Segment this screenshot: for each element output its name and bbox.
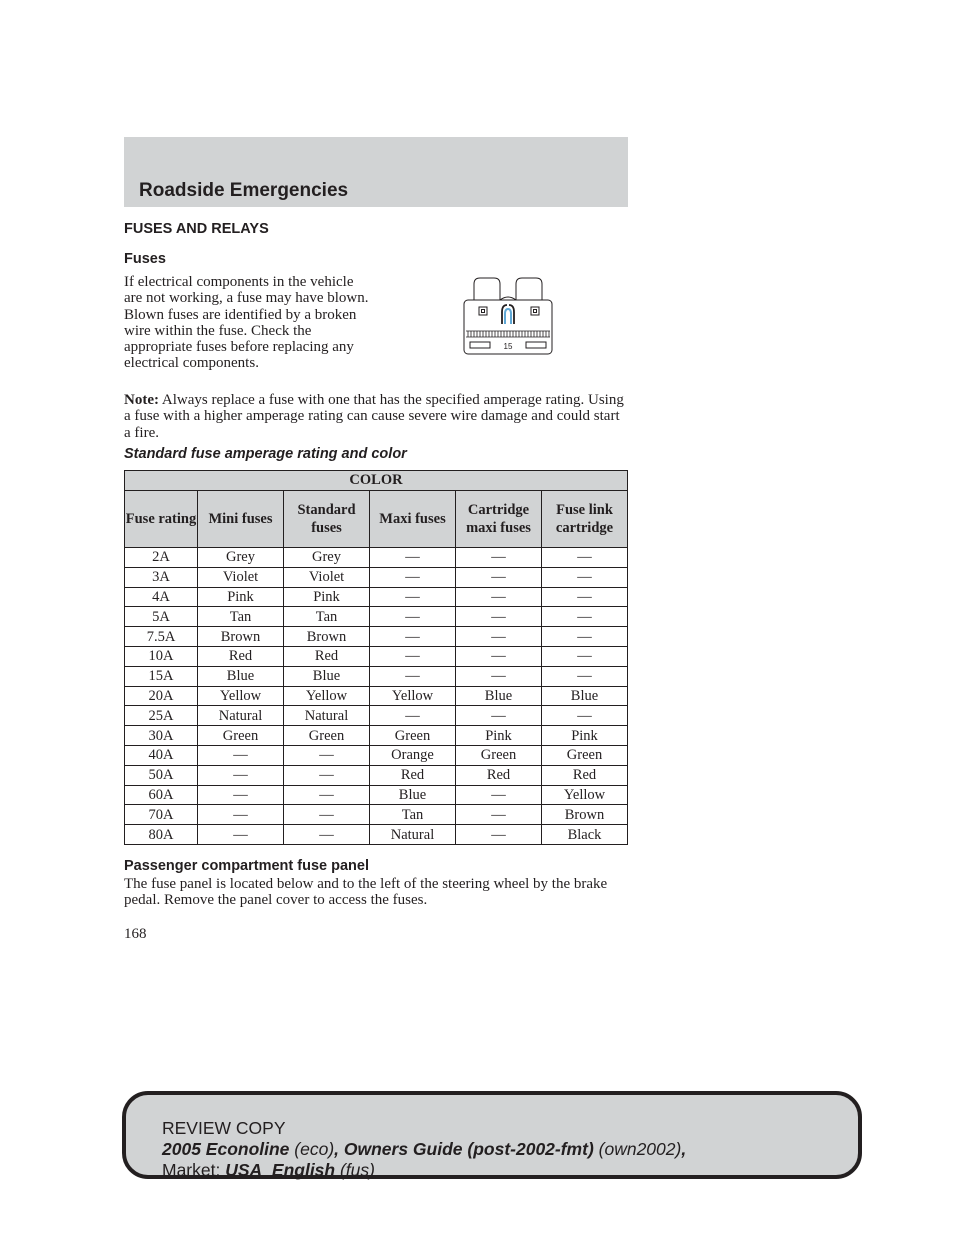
table-cell: — (284, 745, 370, 765)
column-header: Cartridge maxi fuses (456, 491, 542, 548)
fuse-rating-label: 15 (503, 342, 513, 351)
table-cell: — (456, 666, 542, 686)
table-cell: — (370, 607, 456, 627)
market-name: USA_English (225, 1160, 336, 1180)
table-cell: 20A (125, 686, 198, 706)
table-cell: — (284, 825, 370, 845)
market-label: Market: (162, 1160, 226, 1180)
table-cell: 4A (125, 587, 198, 607)
table-cell: Natural (284, 706, 370, 726)
table-row (125, 805, 628, 825)
table-row (125, 548, 628, 568)
table-cell: Tan (198, 607, 284, 627)
table-cell: — (542, 607, 628, 627)
table-row (125, 726, 628, 746)
table-cell: Red (284, 646, 370, 666)
table-cell: Green (542, 745, 628, 765)
table-cell: 50A (125, 765, 198, 785)
fuse-color-table (124, 470, 628, 845)
table-cell: Violet (284, 567, 370, 587)
table-cell: — (198, 765, 284, 785)
table-cell: Brown (542, 805, 628, 825)
table-row (125, 567, 628, 587)
header-band (124, 137, 628, 207)
guide-name: , Owners Guide (post-2002-fmt) (334, 1139, 594, 1159)
column-header: Maxi fuses (370, 491, 456, 548)
table-cell: 40A (125, 745, 198, 765)
table-cell: — (542, 646, 628, 666)
table-cell: 60A (125, 785, 198, 805)
table-cell: Blue (370, 785, 456, 805)
table-cell: Red (198, 646, 284, 666)
table-cell: Orange (370, 745, 456, 765)
table-cell: 5A (125, 607, 198, 627)
review-copy-line: REVIEW COPY (162, 1118, 286, 1138)
separator-comma: , (681, 1139, 687, 1159)
table-cell: — (542, 548, 628, 568)
table-cell: Green (456, 745, 542, 765)
review-copy-box (122, 1091, 862, 1179)
table-cell: Tan (284, 607, 370, 627)
table-cell: Natural (198, 706, 284, 726)
table-cell: Yellow (284, 686, 370, 706)
table-cell: 15A (125, 666, 198, 686)
table-row (125, 686, 628, 706)
table-cell: Grey (198, 548, 284, 568)
table-cell: 30A (125, 726, 198, 746)
table-cell: Green (370, 726, 456, 746)
table-cell: Pink (284, 587, 370, 607)
column-header: Fuse link cartridge (542, 491, 628, 548)
table-cell: Yellow (542, 785, 628, 805)
document-info-line (162, 1139, 686, 1160)
table-cell: — (542, 587, 628, 607)
table-cell: — (198, 785, 284, 805)
page-title: Roadside Emergencies (139, 180, 349, 201)
table-cell: Yellow (370, 686, 456, 706)
table-cell: — (284, 785, 370, 805)
note-label: Note: (124, 392, 159, 408)
table-cell: — (456, 607, 542, 627)
table-cell: 70A (125, 805, 198, 825)
table-cell: — (456, 627, 542, 647)
table-cell: — (456, 785, 542, 805)
table-cell: Natural (370, 825, 456, 845)
table-cell: Brown (198, 627, 284, 647)
table-cell: — (370, 587, 456, 607)
model-code: (eco) (289, 1139, 335, 1159)
table-cell: — (284, 765, 370, 785)
table-cell: 2A (125, 548, 198, 568)
table-cell: — (284, 805, 370, 825)
table-cell: Brown (284, 627, 370, 647)
panel-text: The fuse panel is located below and to the left of the steering wheel by the brake pedal. Remove the panel cover to access the fuses. (124, 876, 608, 909)
note-paragraph (124, 392, 628, 441)
table-cell: — (456, 646, 542, 666)
table-caption: Standard fuse amperage rating and color (124, 446, 407, 462)
table-cell: — (456, 805, 542, 825)
table-cell: — (542, 627, 628, 647)
table-row (125, 825, 628, 845)
table-row (125, 765, 628, 785)
table-cell: Tan (370, 805, 456, 825)
table-cell: Black (542, 825, 628, 845)
fuses-intro-text: If electrical components in the vehicle are not working, a fuse may have blown. Blown fuses are identified by a broken wire within the fuse. Check the appropriate fuses before replacing any electrical components. (124, 274, 369, 372)
table-cell: 3A (125, 567, 198, 587)
table-cell: Pink (456, 726, 542, 746)
table-cell: Green (198, 726, 284, 746)
table-cell: Red (370, 765, 456, 785)
color-group-header: COLOR (125, 471, 628, 491)
table-cell: Blue (198, 666, 284, 686)
table-cell: Grey (284, 548, 370, 568)
table-row (125, 627, 628, 647)
table-cell: Violet (198, 567, 284, 587)
table-row (125, 646, 628, 666)
fuse-illustration (460, 276, 556, 356)
market-line (162, 1160, 686, 1181)
panel-heading: Passenger compartment fuse panel (124, 858, 369, 874)
table-row (125, 607, 628, 627)
table-cell: Blue (542, 686, 628, 706)
table-cell: — (370, 627, 456, 647)
table-cell: Blue (456, 686, 542, 706)
table-cell: Red (456, 765, 542, 785)
table-cell: Pink (542, 726, 628, 746)
table-cell: — (370, 646, 456, 666)
table-cell: — (456, 587, 542, 607)
table-cell: — (198, 825, 284, 845)
column-header: Standard fuses (284, 491, 370, 548)
table-cell: Blue (284, 666, 370, 686)
table-cell: — (370, 706, 456, 726)
table-cell: — (370, 567, 456, 587)
section-heading: FUSES AND RELAYS (124, 221, 269, 237)
review-copy-text (162, 1118, 686, 1181)
table-cell: Red (542, 765, 628, 785)
table-cell: — (370, 666, 456, 686)
table-cell: — (456, 548, 542, 568)
table-cell: — (456, 567, 542, 587)
table-row (125, 785, 628, 805)
table-row (125, 587, 628, 607)
table-cell: 25A (125, 706, 198, 726)
guide-code: (own2002) (593, 1139, 682, 1159)
table-cell: Pink (198, 587, 284, 607)
table-cell: — (542, 666, 628, 686)
table-cell: — (542, 567, 628, 587)
table-cell: — (370, 548, 456, 568)
page-number: 168 (124, 926, 147, 942)
note-text: Always replace a fuse with one that has the specified amperage rating. Using a fuse with a higher amperage rating can cause severe wire damage and could start a fire. (124, 392, 624, 441)
table-cell: 10A (125, 646, 198, 666)
table-cell: Green (284, 726, 370, 746)
table-cell: — (198, 805, 284, 825)
table-row (125, 745, 628, 765)
table-cell: — (456, 706, 542, 726)
table-row (125, 666, 628, 686)
model-name: 2005 Econoline (162, 1139, 290, 1159)
table-cell: 80A (125, 825, 198, 845)
column-header: Fuse rating (125, 491, 198, 548)
table-row (125, 706, 628, 726)
market-code: (fus) (335, 1160, 375, 1180)
table-cell: — (542, 706, 628, 726)
table-cell: 7.5A (125, 627, 198, 647)
table-cell: Yellow (198, 686, 284, 706)
column-header: Mini fuses (198, 491, 284, 548)
table-cell: — (198, 745, 284, 765)
fuses-heading: Fuses (124, 251, 166, 267)
table-cell: — (456, 825, 542, 845)
